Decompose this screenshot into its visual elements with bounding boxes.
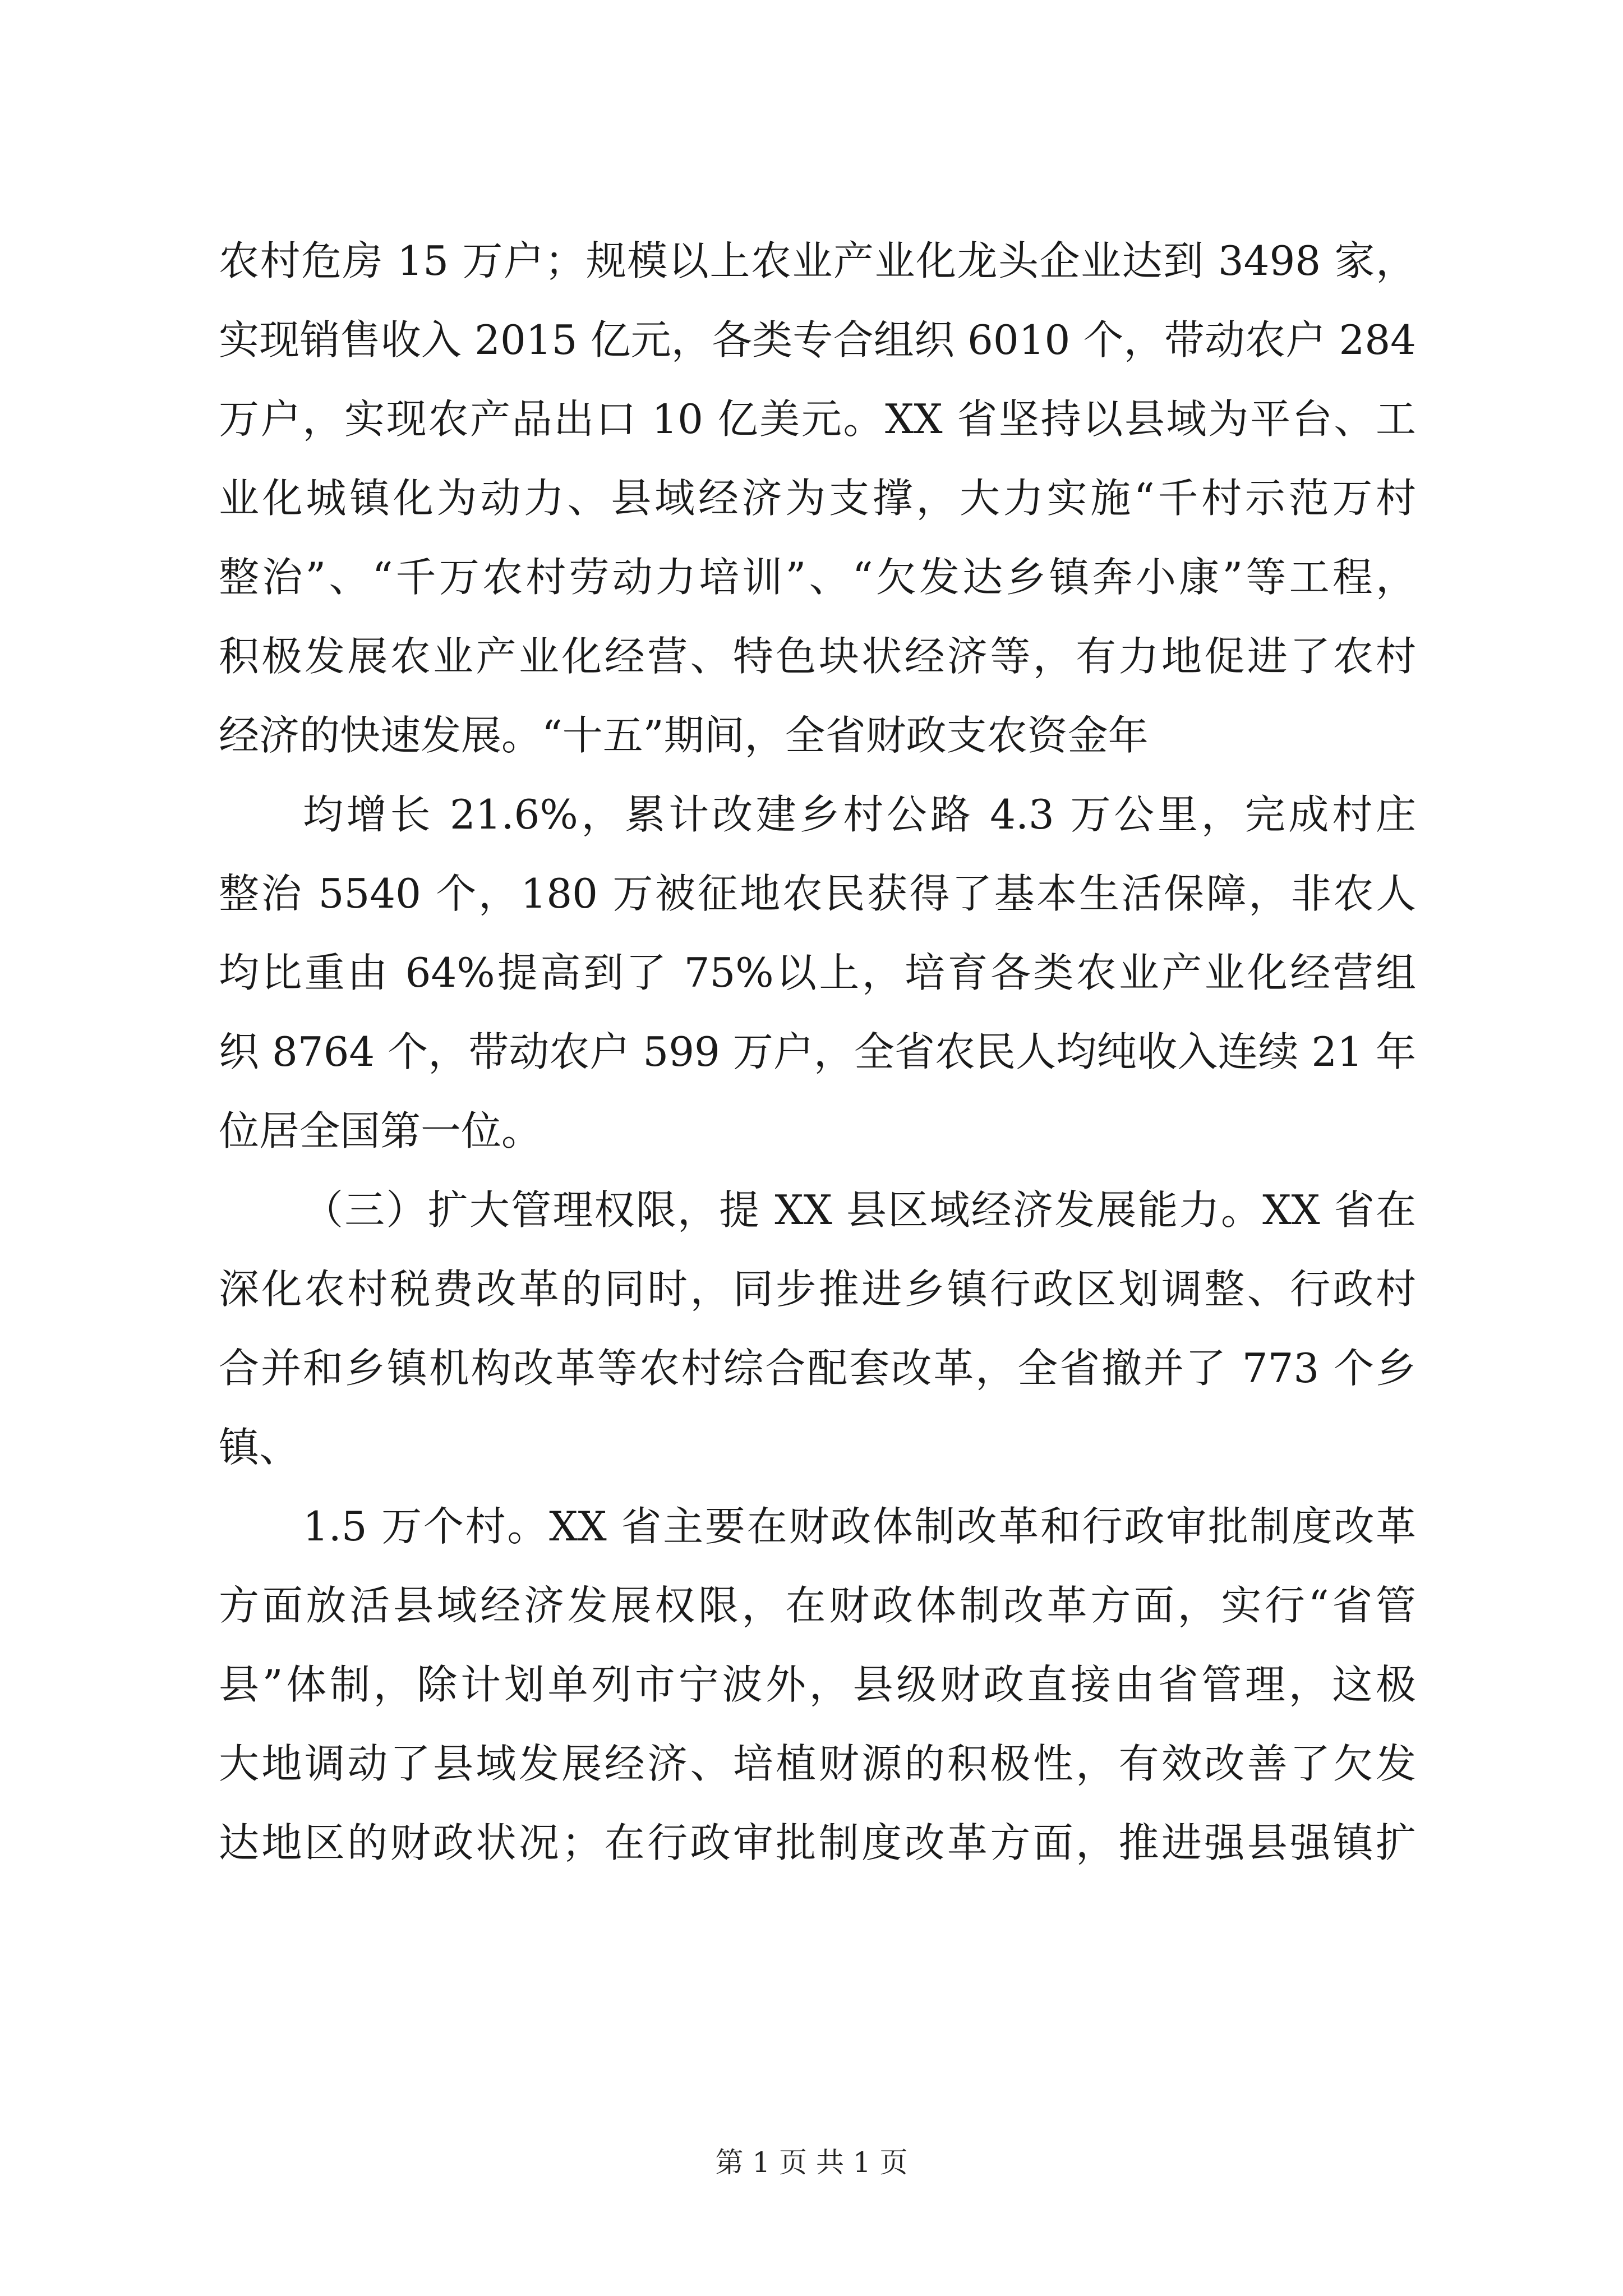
text-line: （三）扩大管理权限，提 XX 县区域经济发展能力。XX 省在 (303, 1186, 1416, 1234)
text-line: 1.5 万个村。XX 省主要在财政体制改革和行政审批制度改革 (303, 1503, 1416, 1550)
text-line: 方面放活县域经济发展权限，在财政体制改革方面，实行“省管 (219, 1582, 1416, 1629)
text-line: 大地调动了县域发展经济、培植财源的积极性，有效改善了欠发 (219, 1740, 1416, 1787)
text-line: 合并和乡镇机构改革等农村综合配套改革，全省撤并了 773 个乡 (219, 1345, 1416, 1392)
page-footer: 第 1 页 共 1 页 (715, 2146, 908, 2179)
text-line: 实现销售收入 2015 亿元，各类专合组织 6010 个，带动农户 284 (219, 316, 1416, 364)
paragraph (219, 222, 1416, 775)
paragraph (219, 1487, 1416, 1883)
paragraph (219, 1171, 1416, 1487)
paragraph (219, 775, 1416, 1171)
document-body (219, 222, 1416, 1883)
text-line: 均比重由 64%提高到了 75%以上，培育各类农业产业化经营组 (219, 949, 1416, 996)
text-line: 农村危房 15 万户；规模以上农业产业化龙头企业达到 3498 家， (219, 237, 1416, 284)
text-line: 业化城镇化为动力、县域经济为支撑，大力实施“千村示范万村 (219, 475, 1416, 522)
text-line: 万户，实现农产品出口 10 亿美元。XX 省坚持以县域为平台、工 (219, 395, 1416, 443)
text-line: 均增长 21.6%，累计改建乡村公路 4.3 万公里，完成村庄 (303, 791, 1416, 838)
text-line: 镇、 (219, 1424, 300, 1471)
text-line: 县”体制，除计划单列市宁波外，县级财政直接由省管理，这极 (219, 1661, 1416, 1708)
text-line: 达地区的财政状况；在行政审批制度改革方面，推进强县强镇扩 (219, 1819, 1416, 1866)
text-line: 整治”、“千万农村劳动力培训”、“欠发达乡镇奔小康”等工程， (219, 554, 1416, 601)
text-line: 织 8764 个，带动农户 599 万户，全省农民人均纯收入连续 21 年 (219, 1028, 1416, 1075)
text-line: 积极发展农业产业化经营、特色块状经济等，有力地促进了农村 (219, 633, 1416, 680)
text-line: 整治 5540 个，180 万被征地农民获得了基本生活保障，非农人 (219, 870, 1416, 917)
text-line: 深化农村税费改革的同时，同步推进乡镇行政区划调整、行政村 (219, 1266, 1416, 1313)
text-line: 位居全国第一位。 (219, 1107, 542, 1154)
text-line: 经济的快速发展。“十五”期间，全省财政支农资金年 (219, 712, 1149, 759)
